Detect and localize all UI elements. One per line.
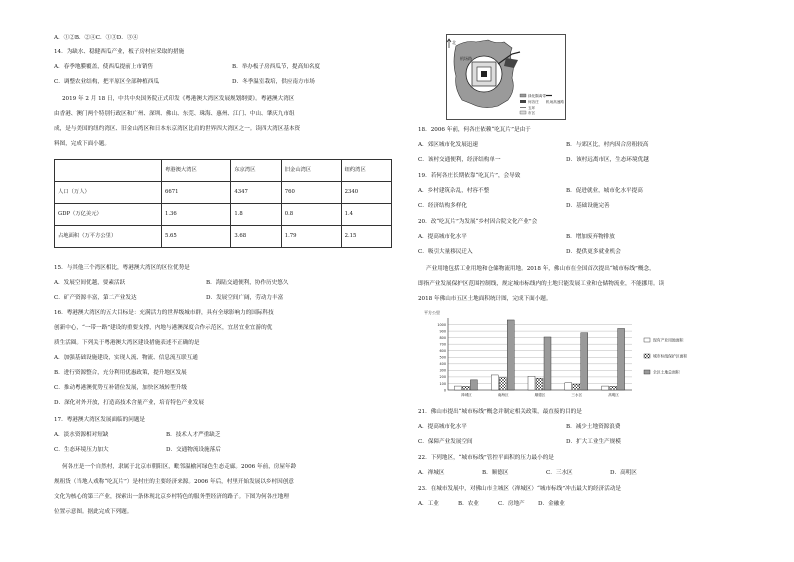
q16-option-c: C．推动粤港澳优势互补错位发展，加快区域转型升级: [54, 385, 187, 391]
legend-label: 全区土地总面积: [653, 369, 680, 375]
q16-option-a: A．加强基础设施建设，实现人流、物流、信息流互联互通: [54, 355, 198, 361]
table-row: [55, 204, 392, 226]
q20-option-c: C．吸引大量移民迁入: [418, 249, 473, 255]
q20-option-b: B．增加废弃物排放: [566, 234, 615, 240]
passage-gba-line4: 料图，完成下面小题。: [54, 141, 110, 147]
chart-bars: [454, 320, 624, 390]
y-tick-label: 200: [439, 375, 446, 380]
q16-option-b: B．进行资源整合，充分利用优惠政策，提升地区发展: [54, 370, 187, 376]
table-cell: 4347: [231, 182, 281, 204]
y-tick-label: 900: [439, 329, 446, 334]
bar-1: [491, 375, 498, 390]
q17-stem: 17．粤港澳大湾区发展面临的问题是: [54, 417, 146, 423]
q14-option-c: C．调整农业结构，把平原区全部种植西瓜: [54, 79, 159, 85]
table-cell: 5.65: [162, 226, 231, 248]
y-tick-label: 100: [439, 381, 446, 386]
table-cell: 人口（万人）: [55, 182, 162, 204]
x-tick-label: 禅城区: [461, 393, 472, 397]
bar-2: [573, 384, 580, 390]
table-header-cell: 旧金山湾区: [281, 160, 341, 182]
q16-option-d: D．深化对外开放，打造高技术含量产业，培育特色产业发展: [54, 400, 204, 406]
q19-stem: 19．若何各庄长期依靠“吃瓦片”，会导致: [418, 173, 521, 179]
x-tick-label: 南海区: [497, 393, 509, 397]
legend-label: 城市标线保护区面积: [653, 353, 688, 359]
q22-option-b: B．顺德区: [482, 470, 509, 476]
table-header-cell: 粤港澳大湾区: [162, 160, 231, 182]
q19-option-d: D．基础设施完善: [566, 203, 610, 209]
q16-stem-line2: 创新中心，“一带一路”建设的重要支撑，内地与港澳深度合作示范区，宜居宜业宜游的优: [54, 325, 273, 331]
y-tick-label: 1000: [437, 322, 446, 327]
q15-option-d: D．发展空间广阔，劳动力丰富: [206, 295, 284, 301]
passage-foshan-line1: 产业用地包括工业用地和仓储物流用地。2018 年，佛山市在全国首次提出“城市标线”概念，: [426, 266, 655, 272]
q23-option-b: B．农业: [458, 501, 479, 507]
location-map: [446, 34, 566, 120]
bar-3: [470, 380, 477, 390]
bar-1: [602, 386, 609, 390]
table-header-row: [55, 160, 392, 182]
bar-3: [507, 320, 514, 390]
q23-option-d: D．金融业: [538, 501, 565, 507]
table-header-cell: 纽约湾区: [341, 160, 391, 182]
q20-option-d: D．提供更多就业机会: [566, 249, 621, 255]
map-legend-3: 五环: [528, 106, 536, 110]
y-tick-label: 500: [439, 355, 446, 360]
q21-stem: 21．佛山市提出“城市标线”概念并制定相关政策，最直接的目的是: [418, 409, 582, 415]
y-tick-label: 800: [439, 335, 446, 340]
x-tick-label: 三水区: [571, 393, 583, 397]
table-cell: 1.36: [162, 204, 231, 226]
legend-swatch: [644, 370, 650, 374]
q22-option-c: C．三水区: [546, 470, 573, 476]
table-row: [55, 182, 392, 204]
q14-option-b: B．举办板子房西瓜节，提高知名度: [232, 64, 321, 70]
chart-ylabel: 平方公里: [424, 310, 440, 315]
passage-foshan-line3: 2018 年佛山市五区土地面积统计图，完成下面小题。: [418, 296, 552, 302]
q22-option-d: D．高明区: [610, 470, 637, 476]
y-tick-label: 600: [439, 349, 446, 354]
table-cell: GDP（万亿美元）: [55, 204, 162, 226]
q18-option-c: C．该村交通便利，经济结构单一: [418, 157, 501, 163]
bar-3: [618, 328, 625, 390]
q15-stem: 15．与其他三个湾区相比，粤港澳大湾区的区位优势是: [54, 265, 190, 271]
chart-xlabels: [461, 392, 619, 397]
q21-option-a: A．提高城市化水平: [418, 424, 467, 430]
table-cell: 占地面积（万平方公里）: [55, 226, 162, 248]
q16-stem-line1: 16．粤港澳大湾区的五大目标是：充满活力的世界级城市群，具有全球影响力的国际科技: [54, 310, 274, 316]
table-cell: 2340: [341, 182, 391, 204]
x-tick-label: 高明区: [608, 393, 619, 397]
q14-option-a: A．春季地膜覆盖，使西瓜提前上市销售: [54, 64, 154, 70]
q13-options: A．①②B．②④C．①③D．③④: [54, 35, 139, 41]
bar-2: [536, 378, 543, 390]
bay-area-table: [54, 159, 392, 248]
q21-option-c: C．保障产业发展空间: [418, 439, 473, 445]
passage-village-line2: 规租货（当地人戏称“吃瓦片”）是村庄的主要经济来源。2006 年后，村里开始发展以乡村因创意: [54, 479, 294, 485]
table-header-cell: 东京湾区: [231, 160, 281, 182]
q18-stem: 18．2006 年前，何各庄依赖“吃瓦片”是由于: [418, 127, 531, 133]
q19-option-b: B．促进就业，城市化水平提高: [566, 188, 643, 194]
q21-option-d: D．扩大工业生产规模: [566, 439, 621, 445]
map-legend-4: 市区: [528, 111, 536, 115]
q19-option-a: A．乡村建筑杂乱，村容不整: [418, 188, 490, 194]
table-cell: 2.15: [341, 226, 391, 248]
q22-option-a: A．禅城区: [418, 470, 445, 476]
y-tick-label: 700: [439, 342, 446, 347]
map-legend-2: 何各庄: [528, 100, 539, 104]
table-row: [55, 226, 392, 248]
q18-option-a: A．郊区城市化发展迅速: [418, 142, 478, 148]
legend-label: 现有产业用地面积: [653, 337, 684, 343]
legend-swatch: [644, 354, 650, 358]
land-area-chart: [422, 308, 722, 406]
bar-3: [544, 337, 551, 390]
q23-option-c: C．房地产: [498, 501, 525, 507]
q17-option-d: D．交通物流设施落后: [166, 447, 221, 453]
q18-option-d: D．该村远离市区，生态环境优越: [566, 157, 649, 163]
q16-stem-line3: 质生活圈。下列关于粤港澳大湾区建设措施表述不正确的是: [54, 340, 200, 346]
bar-1: [528, 376, 535, 390]
table-cell: 3.68: [231, 226, 281, 248]
table-header-cell: [55, 160, 162, 182]
legend-swatch: [644, 338, 650, 342]
table-cell: 1.4: [341, 204, 391, 226]
y-tick-label: 300: [439, 368, 446, 373]
bar-1: [454, 386, 461, 390]
q19-option-c: C．经济结构多样化: [418, 203, 468, 209]
y-tick-label: 0: [443, 388, 446, 393]
passage-village-line4: 位置示意图。据此完成下列题。: [54, 509, 133, 515]
passage-gba-line2: 由香港、澳门两个特别行政区和广州、深圳、佛山、东莞、珠海、惠州、江门、中山、肇庆九市组: [54, 111, 295, 117]
y-tick-label: 400: [439, 362, 446, 367]
q20-stem: 20．改“吃瓦片”为发展“乡村因合院文化产业”会: [418, 219, 538, 225]
q15-option-a: A．发展空间优越，要素活跃: [54, 280, 126, 286]
table-cell: 760: [281, 182, 341, 204]
bar-1: [565, 383, 572, 390]
passage-foshan-line2: 即指产业发展保护区范围控制线，规定城市标线内的土地只能发展工业和仓储物流业，不能挪用。读: [418, 281, 665, 287]
q14-stem: 14．为缺水、稳健西瓜产业，板子房村应采取的措施: [54, 49, 185, 55]
road-label: 机场路: [460, 56, 472, 61]
table-cell: 0.8: [281, 204, 341, 226]
q17-option-b: B．技术人才严重缺乏: [166, 432, 221, 438]
q17-option-c: C．生态环境压力加大: [54, 447, 109, 453]
table-cell: 1.8: [231, 204, 281, 226]
passage-gba-line1: 2019 年 2 月 18 日，中共中央国务院正式印发《粤港澳大湾区发展规划纲要》。粤港澳大湾区: [62, 96, 295, 102]
north-label: 北: [452, 40, 456, 45]
q22-stem: 22．下列地区，“城市标线”管控平面积的压力最小的是: [418, 455, 554, 461]
q14-option-d: D．冬季温室栽培，供应南方市场: [232, 79, 315, 85]
q18-option-b: B．与郊区比，村内因合房租较高: [566, 142, 649, 148]
bar-2: [462, 386, 469, 390]
table-cell: 1.79: [281, 226, 341, 248]
q20-option-a: A．提高城市化水平: [418, 234, 467, 240]
q23-stem: 23．在城市发展中，对佛山市主城区（禅城区）“城市标线”冲击最大的经济活动是: [418, 486, 622, 492]
bar-2: [499, 378, 506, 390]
passage-village-line1: 何各庄是一个自然村，隶属于北京市朝阳区，毗邻温榆河绿色生态走廊。2006 年前，房屋年龄: [62, 464, 297, 470]
q15-option-b: B．海陆交通便利，协作历史悠久: [206, 280, 289, 286]
passage-gba-line3: 成，是与美国的纽约湾区、旧金山湾区和日本东京湾区比肩的世界四大湾区之一。读四大湾区基本资: [54, 126, 301, 132]
bar-2: [610, 386, 617, 390]
passage-village-line3: 文化为核心的第三产业，探索出一条体现北京乡村特色的服务型经济的路子。下图为何各庄地理: [54, 494, 289, 500]
q21-option-b: B．减少土地资源浪费: [566, 424, 621, 430]
q17-option-a: A．淡水资源相对短缺: [54, 432, 109, 438]
table-cell: 6671: [162, 182, 231, 204]
bar-3: [581, 333, 588, 390]
q15-option-c: C．矿产资源丰富，第二产业发达: [54, 295, 137, 301]
q23-option-a: A．工业: [418, 501, 439, 507]
chart-legend: [644, 338, 687, 375]
map-legend-5: 机场高速路: [546, 100, 564, 104]
x-tick-label: 顺德区: [534, 393, 546, 397]
map-legend-1: 绿化隔离带: [528, 94, 546, 98]
